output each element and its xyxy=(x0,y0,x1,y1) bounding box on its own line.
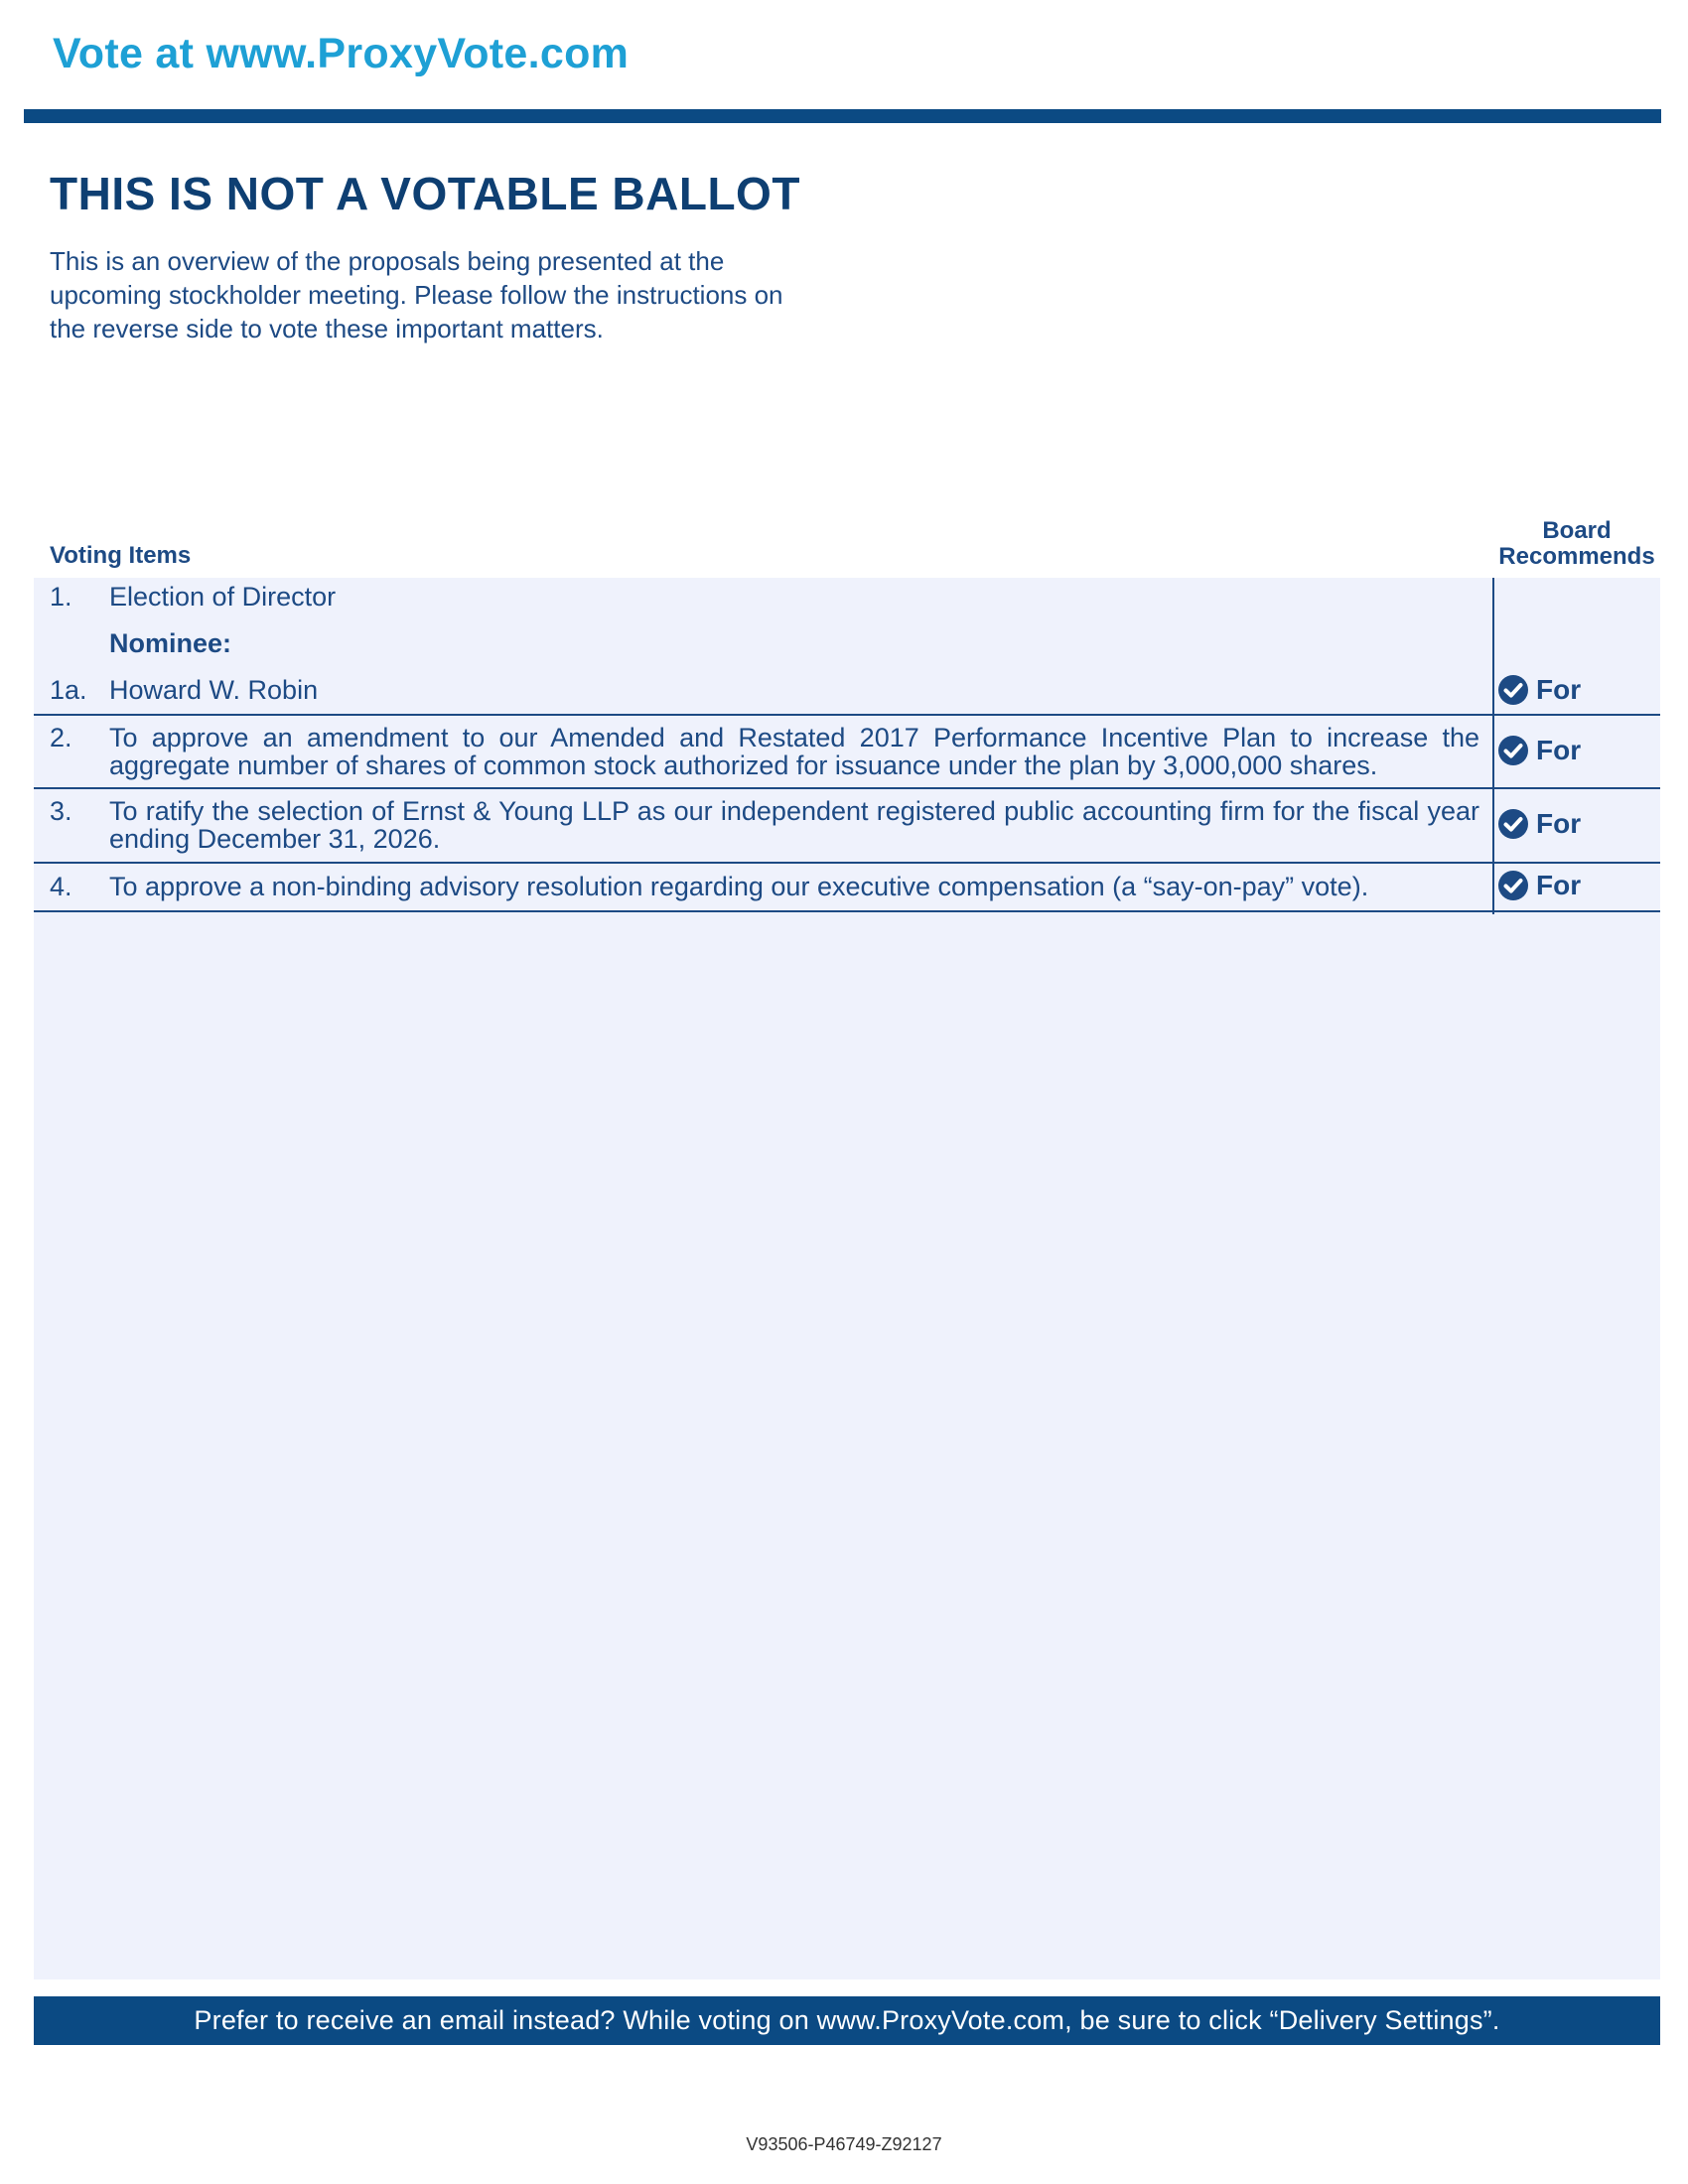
item-text: To approve a non-binding advisory resolution regarding our executive compensation (a “say-on-pay” vote). xyxy=(109,872,1369,901)
item-text: To ratify the selection of Ernst & Young LLP as our independent registered public accounting firm for the fiscal year ending December 31, 2026. xyxy=(109,796,1479,854)
nominee-subheading: Nominee: xyxy=(109,628,232,658)
email-prompt-text: Prefer to receive an email instead? While voting on www.ProxyVote.com, be sure to click “Delivery Settings”. xyxy=(194,2005,1500,2035)
recommendation-label: For xyxy=(1536,735,1582,765)
row-divider xyxy=(34,910,1660,912)
item-text: To approve an amendment to our Amended and Restated 2017 Performance Incentive Plan to increase the aggregate number of shares of common stock authorized for issuance under the plan by 3,000,000 shares. xyxy=(109,723,1479,780)
email-delivery-banner xyxy=(34,1996,1660,2045)
check-circle-icon xyxy=(1497,870,1529,901)
board-header-line: Recommends xyxy=(1498,543,1655,570)
recommendation xyxy=(1497,734,1581,767)
board-recommends-header xyxy=(1489,518,1664,570)
header-rule xyxy=(24,109,1661,123)
intro-line: upcoming stockholder meeting. Please follow the instructions on xyxy=(50,280,783,310)
check-circle-icon xyxy=(1497,674,1529,706)
item-number: 4. xyxy=(50,872,72,901)
not-votable-headline: THIS IS NOT A VOTABLE BALLOT xyxy=(50,168,800,219)
recommendation-label: For xyxy=(1536,674,1582,705)
nominee-number: 1a. xyxy=(50,675,87,705)
row-divider xyxy=(34,787,1660,789)
row-divider xyxy=(34,862,1660,864)
item-number: 1. xyxy=(50,582,72,612)
item-text: Election of Director xyxy=(109,582,337,612)
check-circle-icon xyxy=(1497,735,1529,766)
recommendation xyxy=(1497,869,1581,902)
intro-paragraph xyxy=(50,244,844,345)
intro-line: the reverse side to vote these important matters. xyxy=(50,314,604,343)
row-divider xyxy=(34,714,1660,716)
board-header-line: Board xyxy=(1542,517,1612,544)
nominee-name: Howard W. Robin xyxy=(109,675,319,705)
recommendation xyxy=(1497,673,1581,707)
recommendation-label: For xyxy=(1536,870,1582,900)
job-code: V93506-P46749-Z92127 xyxy=(746,2134,942,2154)
recommendation-label: For xyxy=(1536,808,1582,839)
recommendation xyxy=(1497,807,1581,841)
vote-site-title: Vote at www.ProxyVote.com xyxy=(53,30,630,77)
item-number: 2. xyxy=(50,723,72,752)
check-circle-icon xyxy=(1497,808,1529,840)
column-divider xyxy=(1492,578,1494,914)
voting-items-header: Voting Items xyxy=(50,542,192,569)
intro-line: This is an overview of the proposals being presented at the xyxy=(50,246,725,276)
item-number: 3. xyxy=(50,796,72,826)
